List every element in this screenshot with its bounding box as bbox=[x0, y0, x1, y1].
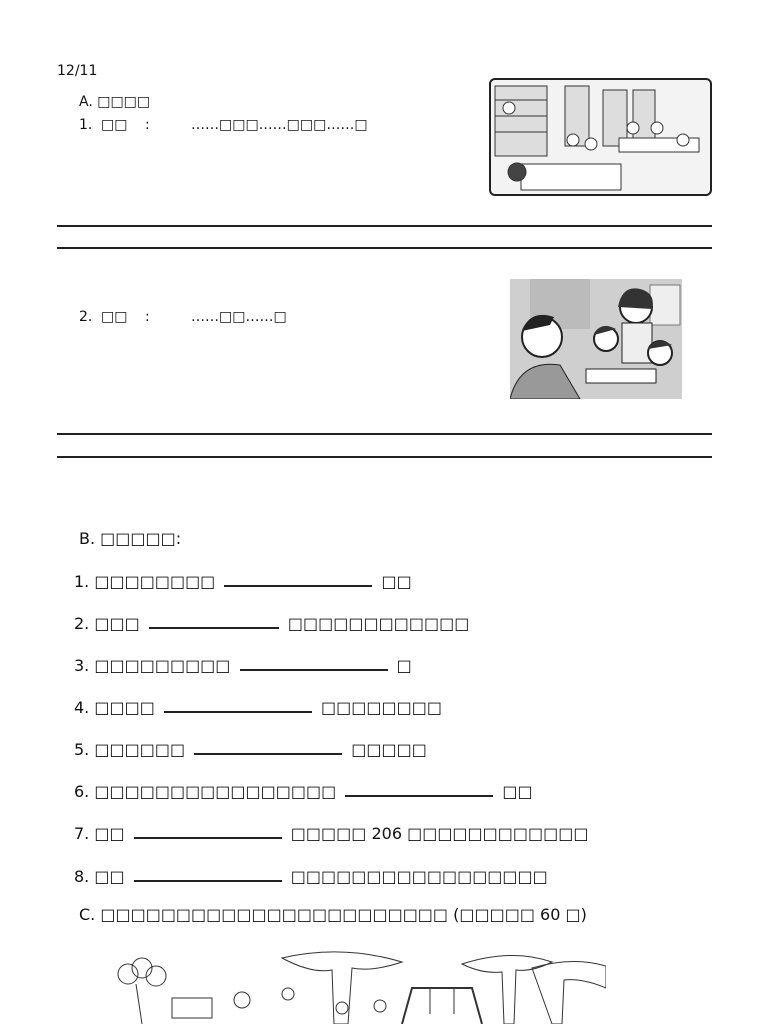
item-word: □□ bbox=[101, 117, 128, 133]
item-text-after: □ bbox=[396, 656, 412, 675]
item-number: 1. bbox=[74, 572, 90, 591]
answer-blank[interactable] bbox=[240, 655, 388, 671]
section-b-title: B. □□□□□: bbox=[79, 529, 182, 548]
answer-line bbox=[57, 247, 712, 249]
item-pattern: ……□□□……□□□……□ bbox=[191, 117, 368, 133]
answer-blank[interactable] bbox=[134, 866, 282, 882]
item-text-after: □□□□□ bbox=[351, 740, 427, 759]
fill-item-8 bbox=[74, 866, 548, 886]
fill-item-1 bbox=[74, 571, 412, 591]
answer-blank[interactable] bbox=[149, 613, 279, 629]
section-c-title: C. □□□□□□□□□□□□□□□□□□□□□□□ (□□□□□ 60 □) bbox=[79, 905, 587, 924]
fill-item-6 bbox=[74, 781, 533, 801]
fill-item-3 bbox=[74, 655, 412, 675]
item-colon: : bbox=[145, 309, 150, 325]
answer-blank[interactable] bbox=[134, 823, 282, 839]
item-text-before: □□□□ bbox=[94, 698, 155, 717]
item-number: 8. bbox=[74, 867, 90, 886]
item-text-before: □□□□□□□□□□□□□□□□ bbox=[94, 782, 337, 801]
item-text-after: □□□□□ 206 □□□□□□□□□□□□ bbox=[290, 824, 589, 843]
answer-blank[interactable] bbox=[194, 739, 342, 755]
date-label: 12/11 bbox=[57, 63, 98, 79]
item-number: 2. bbox=[79, 309, 93, 325]
answer-line bbox=[57, 456, 712, 458]
item-number: 1. bbox=[79, 117, 93, 133]
library-scene-drawing bbox=[491, 80, 710, 194]
fill-item-7 bbox=[74, 823, 588, 843]
fill-item-4 bbox=[74, 697, 442, 717]
fill-item-5 bbox=[74, 739, 427, 759]
answer-line bbox=[57, 433, 712, 435]
library-illustration bbox=[489, 78, 712, 196]
item-number: 5. bbox=[74, 740, 90, 759]
item-text-after: □□□□□□□□□□□□ bbox=[287, 614, 470, 633]
item-number: 7. bbox=[74, 824, 90, 843]
item-word: □□ bbox=[101, 309, 128, 325]
item-text-before: □□ bbox=[94, 867, 125, 886]
item-number: 6. bbox=[74, 782, 90, 801]
item-number: 3. bbox=[74, 656, 90, 675]
family-scene-drawing bbox=[510, 279, 682, 399]
item-text-before: □□□□□□□□ bbox=[94, 572, 216, 591]
item-text-after: □□□□□□□□ bbox=[321, 698, 442, 717]
item-text-before: □□ bbox=[94, 824, 125, 843]
park-illustration bbox=[112, 948, 606, 1024]
answer-blank[interactable] bbox=[345, 781, 493, 797]
item-colon: : bbox=[145, 117, 150, 133]
section-a-item-1 bbox=[79, 117, 368, 133]
item-text-before: □□□□□□ bbox=[94, 740, 186, 759]
item-text-after: □□ bbox=[502, 782, 533, 801]
item-text-before: □□□□□□□□□ bbox=[94, 656, 231, 675]
answer-line bbox=[57, 225, 712, 227]
section-a-item-2 bbox=[79, 309, 287, 325]
item-number: 4. bbox=[74, 698, 90, 717]
item-text-before: □□□ bbox=[94, 614, 140, 633]
item-text-after: □□ bbox=[381, 572, 412, 591]
answer-blank[interactable] bbox=[224, 571, 372, 587]
park-scene-drawing bbox=[112, 948, 606, 1024]
fill-item-2 bbox=[74, 613, 469, 633]
section-a-title: A. □□□□ bbox=[79, 94, 151, 110]
family-illustration bbox=[510, 279, 682, 399]
item-text-after: □□□□□□□□□□□□□□□□□ bbox=[290, 867, 548, 886]
item-number: 2. bbox=[74, 614, 90, 633]
item-pattern: ……□□……□ bbox=[191, 309, 287, 325]
answer-blank[interactable] bbox=[164, 697, 312, 713]
